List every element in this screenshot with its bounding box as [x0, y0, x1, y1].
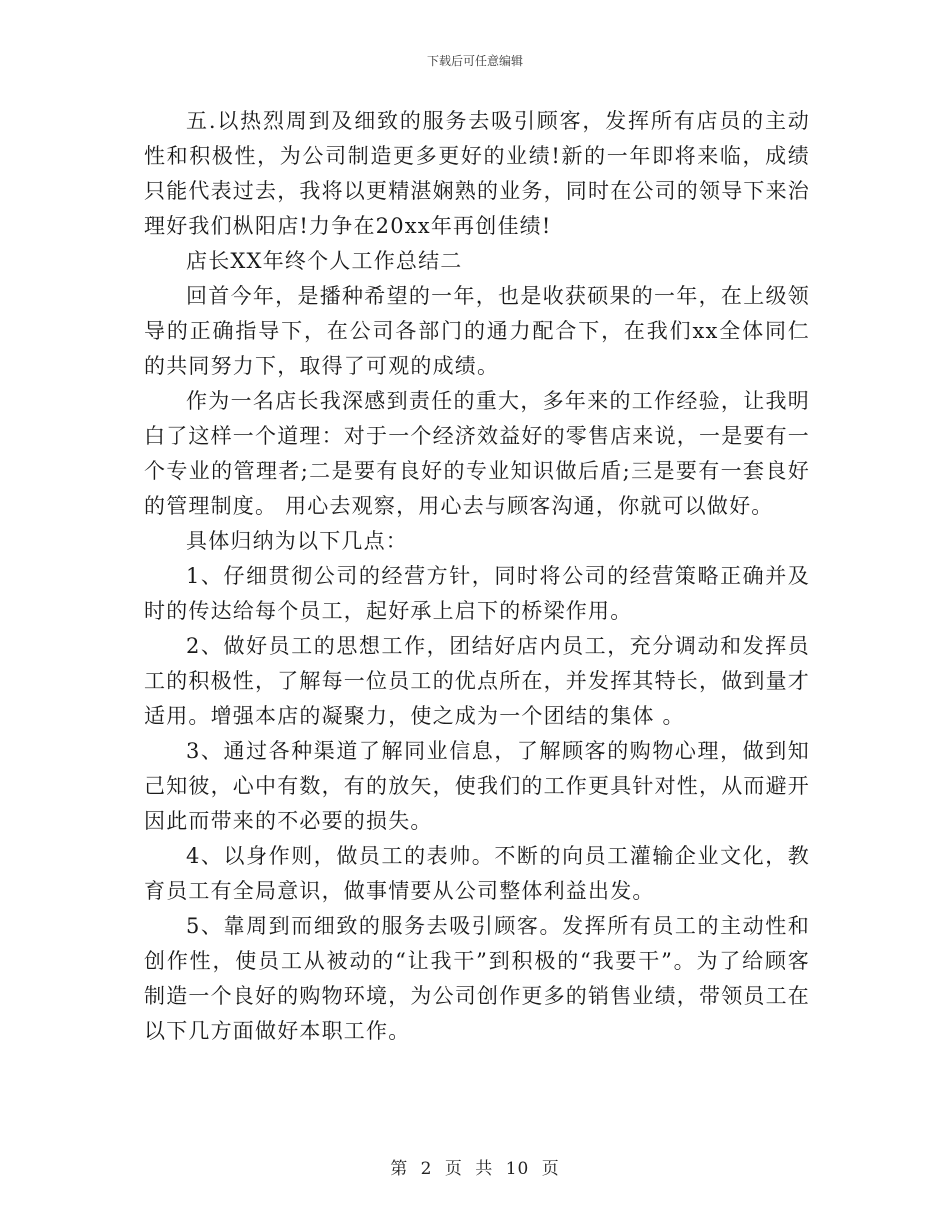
- list-item-5: 5、靠周到而细致的服务去吸引顾客。发挥所有员工的主动性和创作性，使员工从被动的“让我干”到积极的“我要干”。为了给顾客制造一个良好的购物环境，为公司创作更多的销售业绩，带领员工在以下几方面做好本职工作。: [144, 914, 810, 1043]
- list-item-3: 3、通过各种渠道了解同业信息，了解顾客的购物心理，做到知己知彼，心中有数，有的放矢，使我们的工作更具针对性，从而避开因此而带来的不必要的损失。: [144, 739, 810, 833]
- list-item-4: 4、以身作则，做员工的表帅。不断的向员工灌输企业文化，教育员工有全局意识，做事情要从公司整体利益出发。: [144, 844, 810, 903]
- page-header: 下载后可任意编辑: [426, 54, 523, 68]
- paragraph-responsibility: 作为一名店长我深感到责任的重大，多年来的工作经验，让我明白了这样一个道理：对于一个经济效益好的零售店来说，一是要有一个专业的管理者;二是要有良好的专业知识做后盾;三是要有一套良好的管理制度。 用心去观察，用心去与顾客沟通，你就可以做好。: [144, 389, 810, 518]
- document-body: [144, 104, 810, 1049]
- paragraph-intro: 回首今年，是播种希望的一年，也是收获硕果的一年，在上级领导的正确指导下，在公司各部门的通力配合下，在我们xx全体同仁的共同努力下，取得了可观的成绩。: [144, 284, 810, 378]
- paragraph-summary-lead: 具体归纳为以下几点：: [186, 529, 408, 553]
- section-title: 店长XX年终个人工作总结二: [186, 249, 463, 273]
- paragraph-section-five: 五.以热烈周到及细致的服务去吸引顾客，发挥所有店员的主动性和积极性，为公司制造更多更好的业绩!新的一年即将来临，成绩只能代表过去，我将以更精湛娴熟的业务，同时在公司的领导下来治理好我们枞阳店!力争在20xx年再创佳绩!: [144, 109, 810, 238]
- list-item-1: 1、仔细贯彻公司的经营方针，同时将公司的经营策略正确并及时的传达给每个员工，起好承上启下的桥梁作用。: [144, 564, 810, 623]
- page-number: 第 2 页 共 10 页: [390, 1159, 560, 1179]
- list-item-2: 2、做好员工的思想工作，团结好店内员工，充分调动和发挥员工的积极性，了解每一位员工的优点所在，并发挥其特长，做到量才适用。增强本店的凝聚力，使之成为一个团结的集体 。: [144, 634, 810, 728]
